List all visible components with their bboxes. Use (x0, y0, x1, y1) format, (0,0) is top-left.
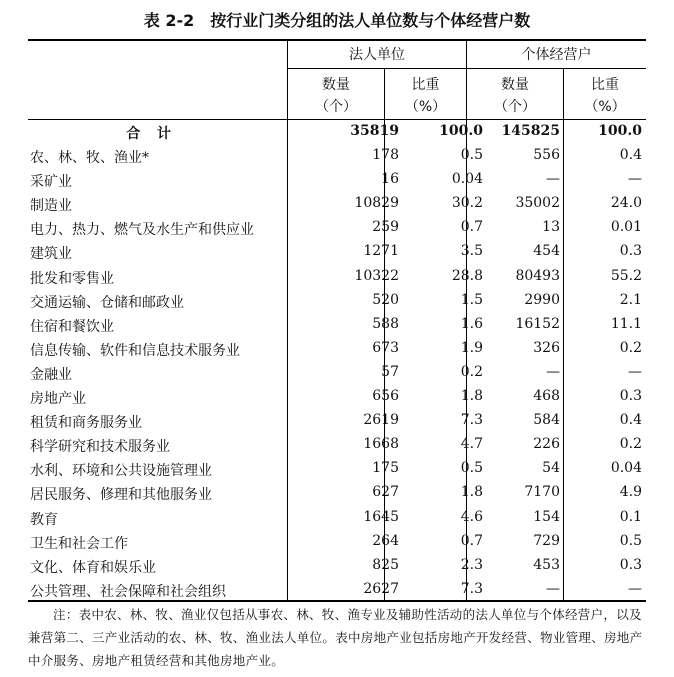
header-ratio-unit: （%） (404, 99, 447, 115)
legal-count: 627 (372, 484, 399, 501)
legal-count: 1668 (363, 436, 399, 453)
indiv-pct: 0.3 (619, 243, 642, 260)
indiv-count: 154 (533, 508, 560, 525)
header-legal-qty (288, 74, 384, 118)
indiv-pct: 0.3 (619, 556, 642, 573)
indiv-pct: 0.4 (619, 412, 642, 429)
legal-pct: 4.6 (460, 508, 483, 525)
indiv-pct: 0.5 (619, 532, 642, 549)
table-row (28, 433, 646, 457)
header-individual-households: 个体经营户 (521, 47, 592, 63)
legal-pct: 0.04 (451, 171, 483, 188)
legal-count: 1645 (363, 508, 399, 525)
indiv-count: 226 (533, 436, 560, 453)
indiv-pct: 0.1 (619, 508, 642, 525)
indiv-pct: 55.2 (610, 267, 642, 284)
row-name: 电力、热力、燃气及水生产和供应业 (30, 222, 254, 239)
row-name: 卫生和社会工作 (30, 535, 128, 552)
row-name: 采矿业 (30, 174, 72, 191)
legal-pct: 7.3 (460, 580, 483, 597)
legal-pct: 1.8 (460, 484, 483, 501)
indiv-pct: 0.2 (619, 339, 642, 356)
indiv-pct: 0.3 (619, 388, 642, 405)
header-qty-unit: （个） (494, 99, 536, 115)
row-name: 交通运输、仓储和邮政业 (30, 294, 184, 311)
row-name: 科学研究和技术服务业 (30, 439, 170, 456)
indiv-count: 16152 (515, 315, 560, 332)
indiv-pct: 4.9 (619, 484, 642, 501)
row-name: 公共管理、社会保障和社会组织 (30, 583, 226, 600)
row-name: 文化、体育和娱乐业 (30, 559, 156, 576)
table-row (28, 361, 646, 385)
header-qty-label: 数量 (501, 77, 529, 93)
header-indiv-qty (467, 74, 563, 118)
header-ratio-unit: （%） (584, 99, 626, 115)
row-name: 房地产业 (30, 391, 86, 408)
indiv-pct: — (628, 580, 642, 597)
legal-pct: 1.9 (460, 339, 483, 356)
indiv-count: 7170 (524, 484, 560, 501)
row-name: 信息传输、软件和信息技术服务业 (30, 342, 240, 359)
legal-count: 825 (372, 556, 399, 573)
legal-count: 1271 (363, 243, 399, 260)
row-name: 租赁和商务服务业 (30, 415, 142, 432)
legal-pct: 100.0 (439, 123, 483, 139)
legal-pct: 0.5 (460, 147, 483, 164)
legal-pct: 2.3 (460, 556, 483, 573)
legal-pct: 1.5 (460, 291, 483, 308)
row-name: 批发和零售业 (30, 270, 114, 287)
indiv-count: — (546, 580, 560, 597)
row-name: 水利、环境和公共设施管理业 (30, 463, 212, 480)
table-row-total (28, 120, 646, 144)
indiv-count: 326 (533, 339, 560, 356)
header-indiv-ratio (564, 74, 646, 118)
indiv-pct: 0.2 (619, 436, 642, 453)
legal-count: 588 (372, 315, 399, 332)
row-name: 金融业 (30, 366, 72, 383)
header-legal-units: 法人单位 (349, 47, 405, 63)
table-row (28, 554, 646, 578)
row-name: 建筑业 (30, 246, 72, 263)
legal-count: 673 (372, 339, 399, 356)
top-rule (28, 39, 646, 41)
footnote: 注：表中农、林、牧、渔业仅包括从事农、林、牧、渔专业及辅助性活动的法人单位与个体经营户，以及兼营第二、三产业活动的农、林、牧、渔业法人单位。表中房地产业包括房地产开发经营、物业管理、房地产中介服务、房地产租赁经营和其他房地产业。 (28, 607, 643, 668)
indiv-pct: 2.1 (619, 291, 642, 308)
indiv-count: 145825 (501, 123, 560, 139)
legal-count: 175 (372, 460, 399, 477)
header-qty-label: 数量 (322, 77, 350, 93)
legal-count: 57 (381, 363, 399, 380)
header-ratio-label: 比重 (411, 77, 440, 93)
table-row (28, 289, 646, 313)
legal-count: 2627 (363, 580, 399, 597)
legal-pct: 0.7 (460, 532, 483, 549)
indiv-count: 13 (542, 219, 560, 236)
header-ratio-label: 比重 (591, 77, 619, 93)
indiv-pct: 0.01 (610, 219, 642, 236)
indiv-count: 2990 (524, 291, 560, 308)
indiv-pct: 0.04 (610, 460, 642, 477)
legal-pct: 28.8 (451, 267, 483, 284)
indiv-count: 729 (533, 532, 560, 549)
indiv-count: — (546, 171, 560, 188)
legal-pct: 7.3 (460, 412, 483, 429)
table-row (28, 144, 646, 168)
table-row (28, 506, 646, 530)
legal-pct: 1.8 (460, 388, 483, 405)
table-row (28, 240, 646, 264)
indiv-count: — (546, 363, 560, 380)
legal-count: 264 (372, 532, 399, 549)
legal-pct: 30.2 (451, 195, 483, 212)
header-qty-unit: （个） (315, 99, 357, 115)
table-row (28, 578, 646, 602)
table-row (28, 457, 646, 481)
indiv-count: 584 (533, 412, 560, 429)
legal-count: 178 (372, 147, 399, 164)
header-legal-ratio (385, 74, 466, 118)
legal-count: 10829 (354, 195, 399, 212)
table-row (28, 192, 646, 216)
indiv-pct: — (628, 171, 642, 188)
legal-pct: 0.7 (460, 219, 483, 236)
row-name: 制造业 (30, 198, 72, 215)
legal-count: 656 (372, 388, 399, 405)
indiv-count: 80493 (515, 267, 560, 284)
table-title: 表 2-2 按行业门类分组的法人单位数与个体经营户数 (143, 11, 531, 30)
indiv-pct: 100.0 (598, 123, 642, 139)
table-row (28, 313, 646, 337)
indiv-pct: 24.0 (610, 195, 642, 212)
indiv-count: 453 (533, 556, 560, 573)
indiv-count: 556 (533, 147, 560, 164)
legal-pct: 0.5 (460, 460, 483, 477)
legal-pct: 0.2 (460, 363, 483, 380)
legal-count: 2619 (363, 412, 399, 429)
row-name: 住宿和餐饮业 (30, 318, 114, 335)
table-row (28, 385, 646, 409)
legal-count: 259 (372, 219, 399, 236)
indiv-count: 54 (542, 460, 560, 477)
legal-count: 10322 (354, 267, 399, 284)
table-body (28, 120, 646, 602)
legal-count: 35819 (350, 123, 399, 139)
legal-pct: 4.7 (460, 436, 483, 453)
indiv-pct: 11.1 (610, 315, 642, 332)
table-row (28, 530, 646, 554)
legal-count: 520 (372, 291, 399, 308)
table-row (28, 265, 646, 289)
legal-pct: 3.5 (460, 243, 483, 260)
row-name: 教育 (30, 511, 58, 528)
legal-count: 16 (381, 171, 399, 188)
table-row (28, 409, 646, 433)
row-name: 合计 (126, 126, 188, 142)
indiv-count: 468 (533, 388, 560, 405)
row-name: 农、林、牧、渔业* (30, 150, 149, 167)
indiv-count: 454 (533, 243, 560, 260)
indiv-count: 35002 (515, 195, 560, 212)
table-row (28, 168, 646, 192)
table-row (28, 481, 646, 505)
row-name: 居民服务、修理和其他服务业 (30, 487, 212, 504)
table-row (28, 216, 646, 240)
legal-pct: 1.6 (460, 315, 483, 332)
indiv-pct: 0.4 (619, 147, 642, 164)
table-row (28, 337, 646, 361)
indiv-pct: — (628, 363, 642, 380)
